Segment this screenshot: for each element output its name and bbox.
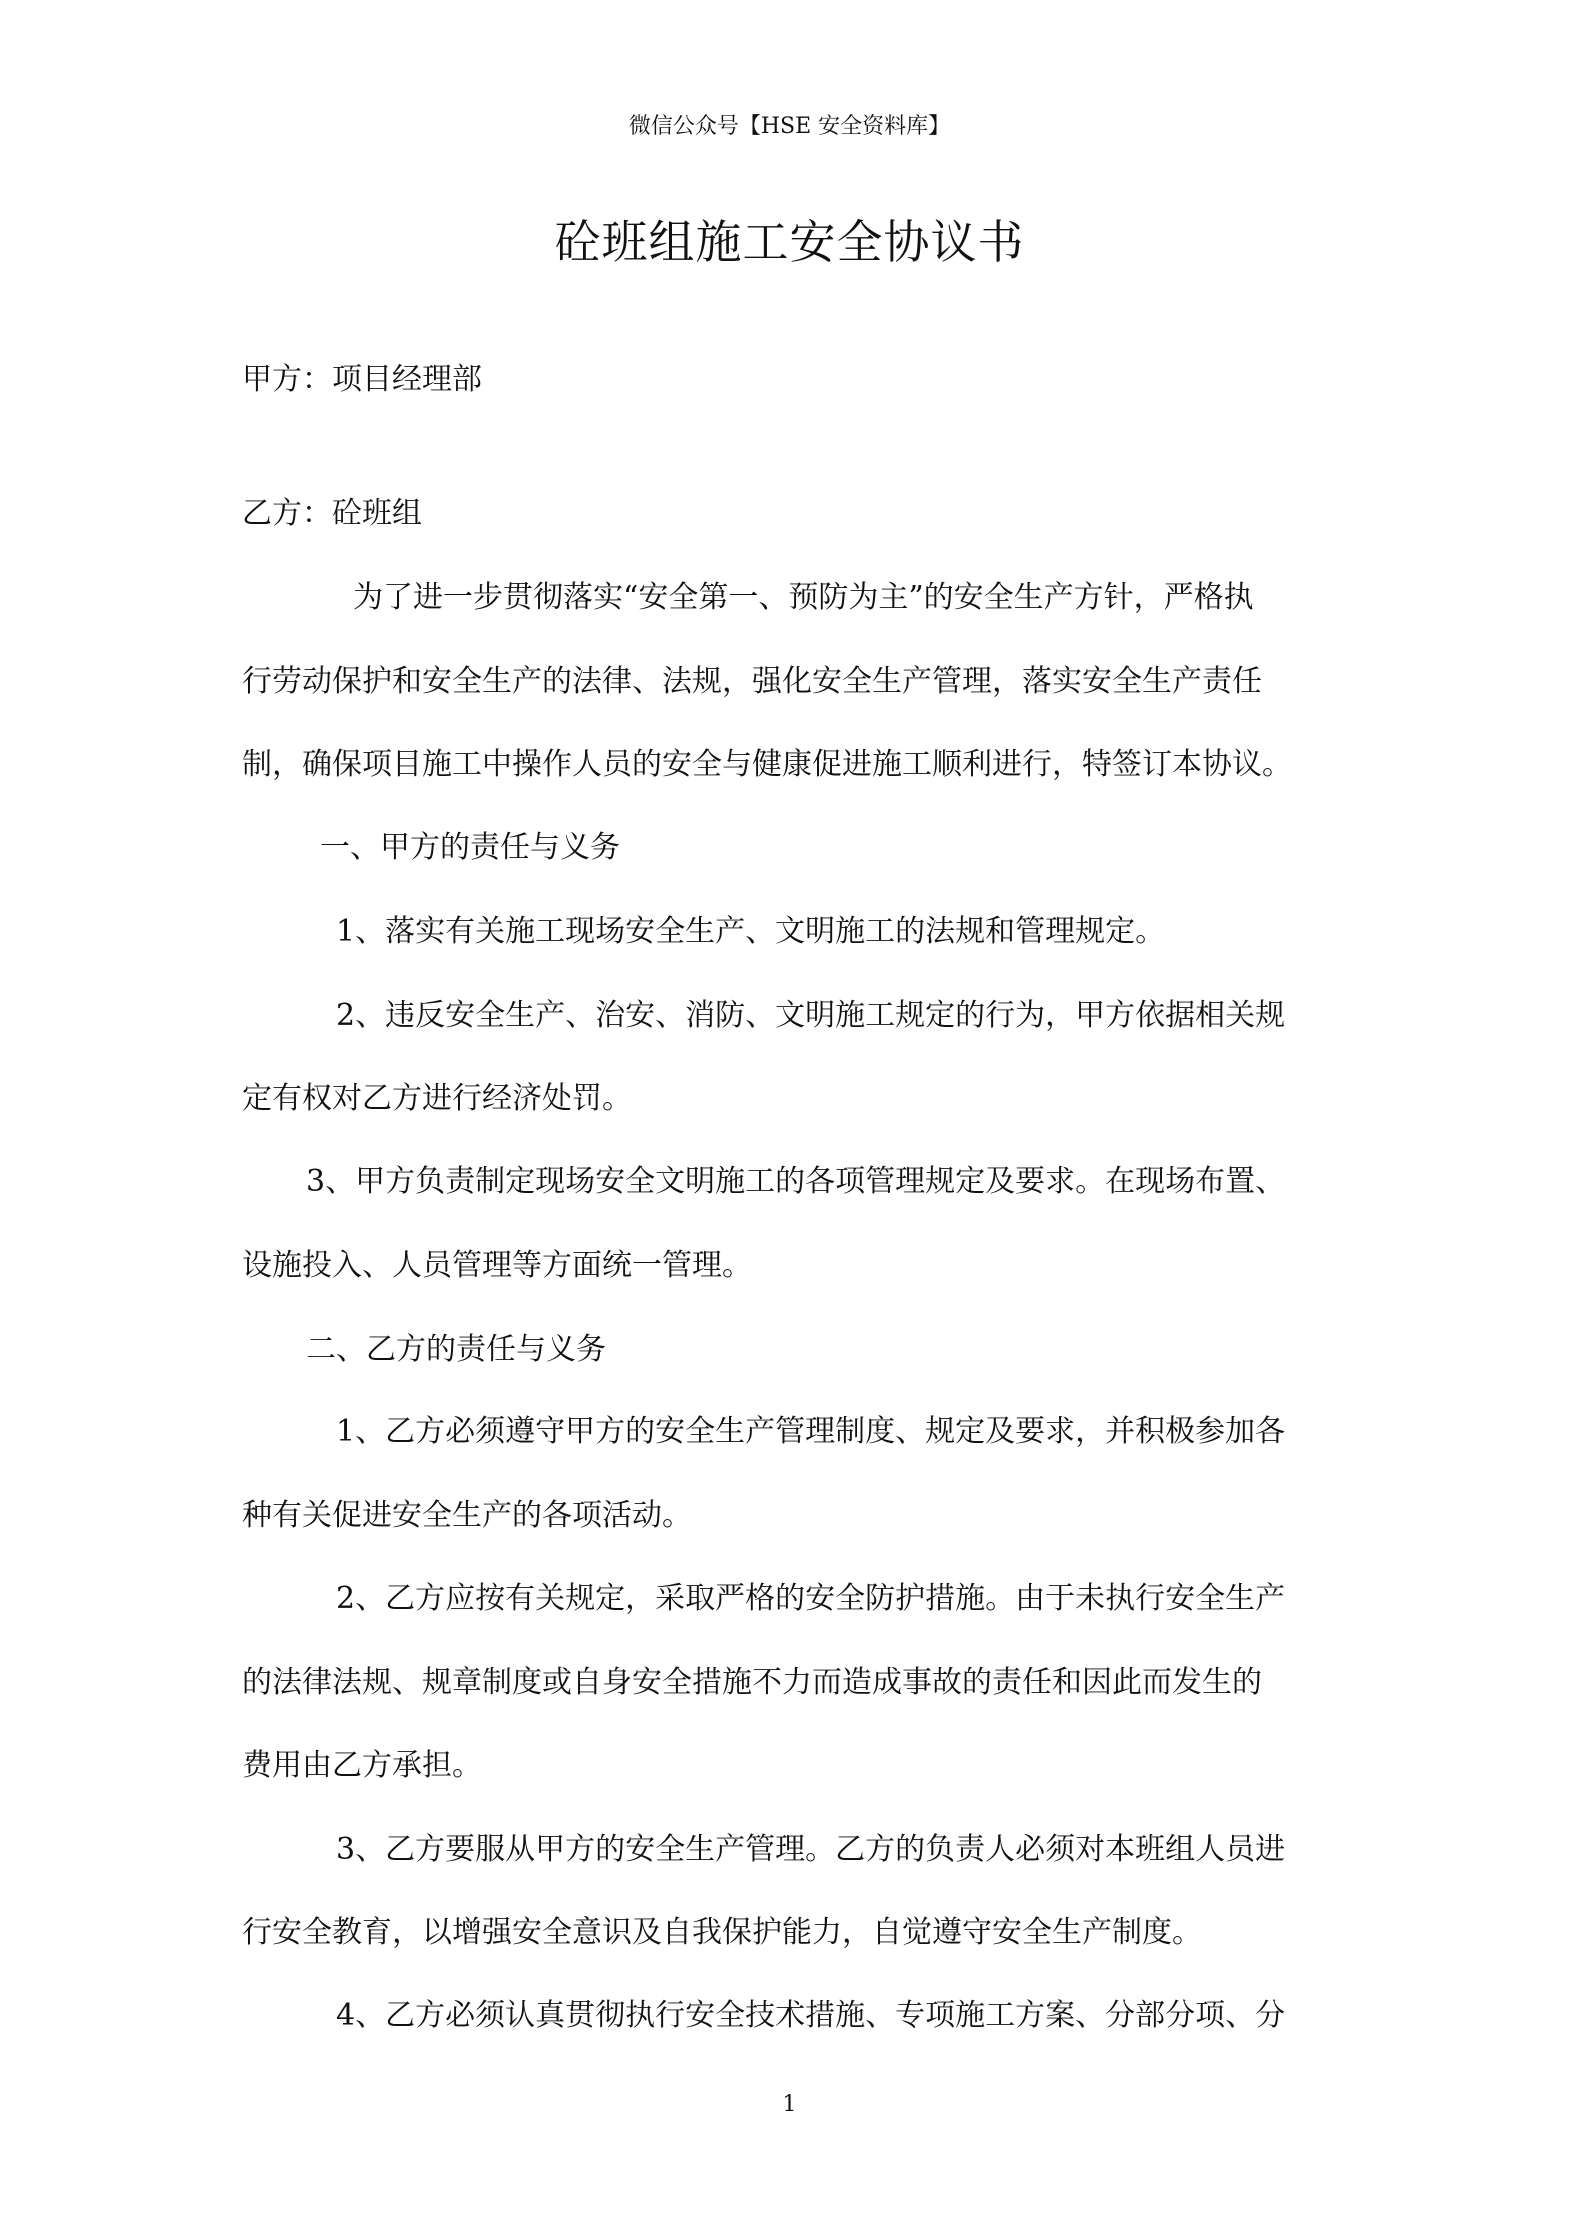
body-line: 3、甲方负责制定现场安全文明施工的各项管理规定及要求。在现场布置、 [306,1164,1286,1199]
page-header: 微信公众号【HSE 安全资料库】 [628,114,951,139]
body-line: 费用由乙方承担。 [242,1748,482,1783]
party-a-line: 甲方：项目经理部 [242,362,482,397]
body-line: 2、违反安全生产、治安、消防、文明施工规定的行为，甲方依据相关规 [336,998,1286,1033]
document-title: 砼班组施工安全协议书 [554,215,1025,269]
section-heading: 二、乙方的责任与义务 [306,1332,606,1367]
body-line: 为了进一步贯彻落实“安全第一、预防为主”的安全生产方针，严格执 [353,580,1254,615]
body-line: 种有关促进安全生产的各项活动。 [242,1498,692,1533]
body-line: 1、落实有关施工现场安全生产、文明施工的法规和管理规定。 [336,914,1166,949]
body-line: 3、乙方要服从甲方的安全生产管理。乙方的负责人必须对本班组人员进 [336,1832,1286,1867]
body-line: 制，确保项目施工中操作人员的安全与健康促进施工顺利进行，特签订本协议。 [242,747,1292,782]
page-number: 1 [782,2092,797,2117]
party-b-line: 乙方：砼班组 [242,496,422,531]
body-line: 设施投入、人员管理等方面统一管理。 [242,1248,752,1283]
body-line: 定有权对乙方进行经济处罚。 [242,1081,632,1116]
section-heading: 一、甲方的责任与义务 [320,830,620,865]
body-line: 1、乙方必须遵守甲方的安全生产管理制度、规定及要求，并积极参加各 [336,1414,1286,1449]
body-line: 的法律法规、规章制度或自身安全措施不力而造成事故的责任和因此而发生的 [242,1665,1262,1700]
body-line: 2、乙方应按有关规定，采取严格的安全防护措施。由于未执行安全生产 [336,1581,1286,1616]
body-line: 行劳动保护和安全生产的法律、法规，强化安全生产管理，落实安全生产责任 [242,664,1262,699]
body-line: 行安全教育，以增强安全意识及自我保护能力，自觉遵守安全生产制度。 [242,1915,1202,1950]
body-line: 4、乙方必须认真贯彻执行安全技术措施、专项施工方案、分部分项、分 [336,1998,1286,2033]
